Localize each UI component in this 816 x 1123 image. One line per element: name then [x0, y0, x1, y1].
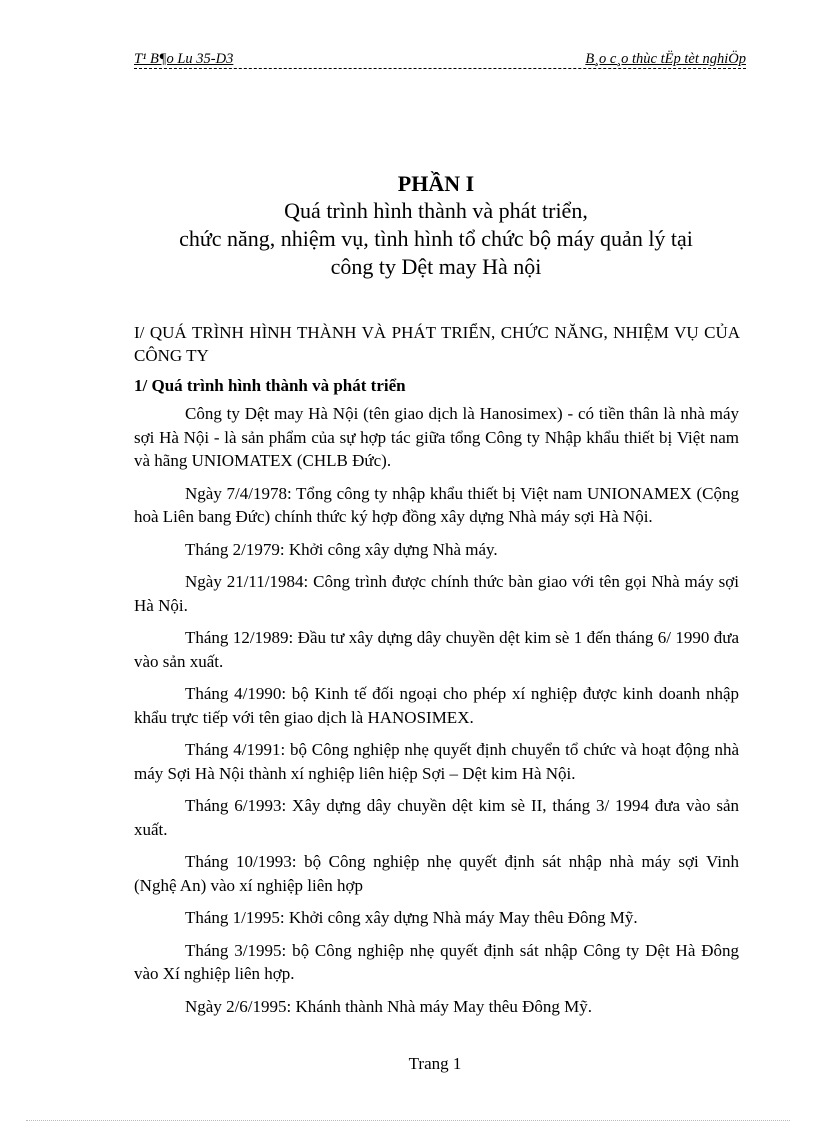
header-right: B¸o c¸o thùc tËp tèt nghiÖp	[585, 51, 746, 67]
paragraph: Ngày 7/4/1978: Tổng công ty nhập khẩu thiết bị Việt nam UNIONAMEX (Cộng hoà Liên bang Đức) chính thức ký hợp đồng xây dựng Nhà máy sợi Hà Nội.	[134, 483, 739, 526]
paragraph: Tháng 2/1979: Khởi công xây dựng Nhà máy.	[185, 539, 498, 559]
chapter-subtitle-line-1: Quá trình hình thành và phát triển,	[284, 198, 588, 223]
paragraph: Tháng 3/1995: bộ Công nghiệp nhẹ quyết định sát nhập Công ty Dệt Hà Đông vào Xí nghiệp liên hợp.	[134, 940, 739, 983]
paragraph: Tháng 12/1989: Đầu tư xây dựng dây chuyền dệt kim sè 1 đến tháng 6/ 1990 đưa vào sản xuất.	[134, 628, 739, 671]
sub-heading: 1/ Quá trình hình thành và phát triển	[134, 376, 406, 395]
page-number: Trang 1	[408, 1054, 462, 1073]
body-text	[134, 402, 739, 1027]
header-left: T¹ B¶o Lu 35-D3	[134, 51, 234, 67]
paragraph: Ngày 21/11/1984: Công trình được chính thức bàn giao với tên gọi Nhà máy sợi Hà Nội.	[134, 572, 739, 615]
part-title: PHẦN I	[397, 171, 475, 196]
chapter-subtitle-line-2: chức năng, nhiệm vụ, tình hình tổ chức bộ máy quản lý tại	[179, 226, 693, 251]
chapter-title-block	[134, 171, 738, 281]
paragraph: Tháng 1/1995: Khởi công xây dựng Nhà máy May thêu Đông Mỹ.	[185, 908, 638, 927]
running-header	[134, 50, 746, 69]
paragraph: Công ty Dệt may Hà Nội (tên giao dịch là Hanosimex) - có tiền thân là nhà máy sợi Hà Nội - là sản phẩm của sự hợp tác giữa tổng Công ty Nhập khẩu thiết bị Việt nam và hãng UNIOMATEX (CHLB Đức).	[134, 404, 739, 470]
paragraph: Ngày 2/6/1995: Khánh thành Nhà máy May thêu Đông Mỹ.	[185, 996, 592, 1016]
paragraph: Tháng 4/1991: bộ Công nghiệp nhẹ quyết định chuyển tổ chức và hoạt động nhà máy Sợi Hà Nội thành xí nghiệp liên hiệp Sợi – Dệt kim Hà Nội.	[134, 740, 739, 783]
paragraph: Tháng 6/1993: Xây dựng dây chuyền dệt kim sè II, tháng 3/ 1994 đưa vào sản xuất.	[134, 796, 739, 839]
paragraph: Tháng 4/1990: bộ Kinh tế đối ngoại cho phép xí nghiệp được kinh doanh nhập khẩu trực tiếp với tên giao dịch là HANOSIMEX.	[134, 684, 739, 727]
section-heading: I/ QUÁ TRÌNH HÌNH THÀNH VÀ PHÁT TRIỂN, CHỨC NĂNG, NHIỆM VỤ CỦA CÔNG TY	[134, 323, 740, 365]
paragraph: Tháng 10/1993: bộ Công nghiệp nhẹ quyết định sát nhập nhà máy sợi Vinh (Nghệ An) vào xí nghiệp liên hợp	[134, 852, 739, 895]
chapter-subtitle-line-3: công ty Dệt may Hà nội	[330, 254, 542, 279]
page-bottom-divider	[26, 1120, 790, 1121]
